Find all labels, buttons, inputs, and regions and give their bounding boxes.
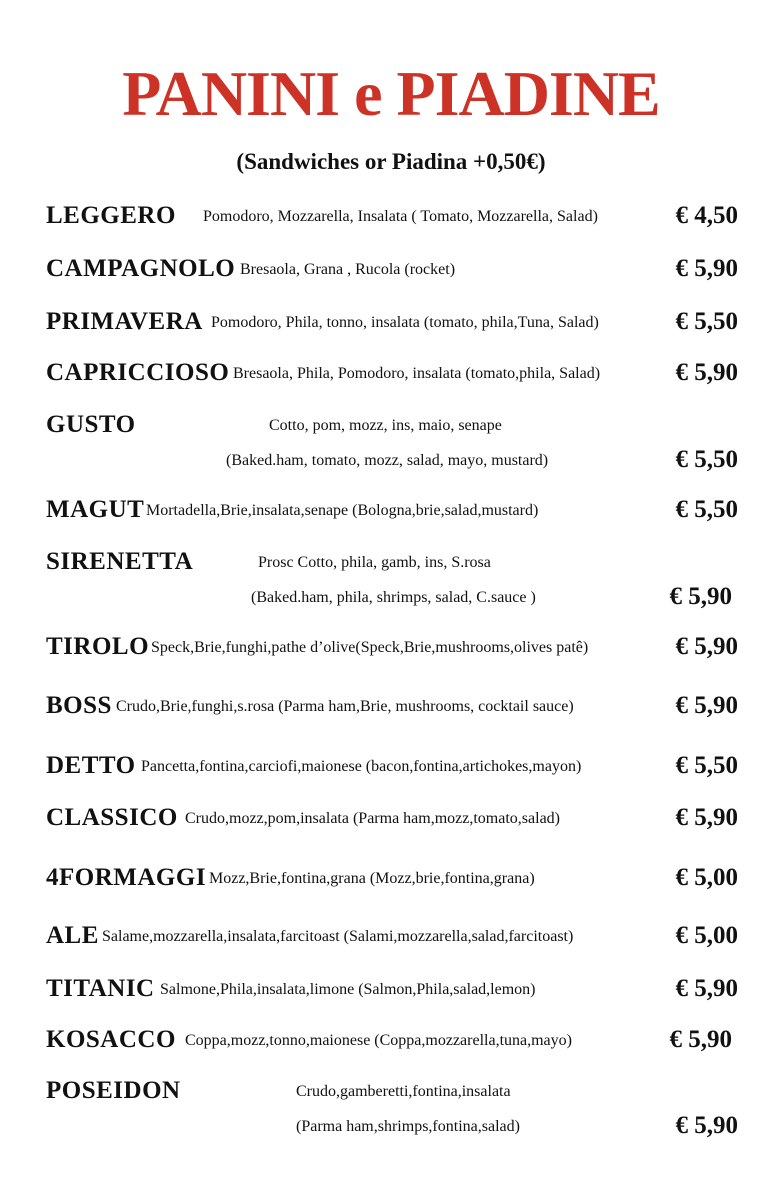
item-price: € 5,90 xyxy=(675,1112,738,1139)
menu-item xyxy=(0,975,782,1023)
item-price: € 5,90 xyxy=(675,255,738,282)
item-name: TITANIC xyxy=(46,975,155,1002)
menu-item xyxy=(0,411,782,481)
item-description: Mozz,Brie,fontina,grana (Mozz,brie,fontina,grana) xyxy=(209,870,535,887)
item-price: € 5,00 xyxy=(675,922,738,949)
item-description: Pancetta,fontina,carciofi,maionese (bacon,fontina,artichokes,mayon) xyxy=(141,758,582,775)
menu-item xyxy=(0,692,782,740)
item-price: € 5,90 xyxy=(675,804,738,831)
item-price: € 5,90 xyxy=(675,359,738,386)
item-name: MAGUT xyxy=(46,496,145,523)
item-price: € 5,00 xyxy=(675,864,738,891)
menu-item xyxy=(0,922,782,970)
menu-item xyxy=(0,255,782,303)
menu-title: PANINI e PIADINE xyxy=(122,58,660,129)
menu-item xyxy=(0,548,782,618)
item-name: POSEIDON xyxy=(46,1077,181,1104)
item-price: € 5,50 xyxy=(675,752,738,779)
item-description: Crudo,Brie,funghi,s.rosa (Parma ham,Brie, mushrooms, cocktail sauce) xyxy=(116,698,574,715)
item-name: BOSS xyxy=(46,692,112,719)
item-description: Cotto, pom, mozz, ins, maio, senape xyxy=(269,417,502,434)
item-description: Bresaola, Grana , Rucola (rocket) xyxy=(240,261,456,278)
item-name: CLASSICO xyxy=(46,804,178,831)
item-price: € 5,50 xyxy=(675,496,738,523)
menu-item xyxy=(0,308,782,356)
item-name: ALE xyxy=(46,922,99,949)
menu-item xyxy=(0,864,782,912)
item-description: Coppa,mozz,tonno,maionese (Coppa,mozzarella,tuna,mayo) xyxy=(185,1032,572,1049)
item-description: Crudo,gamberetti,fontina,insalata xyxy=(296,1083,511,1100)
menu-item xyxy=(0,496,782,544)
item-name: CAMPAGNOLO xyxy=(46,255,236,282)
item-description-english: (Baked.ham, phila, shrimps, salad, C.sauce ) xyxy=(251,589,536,606)
menu-item xyxy=(0,359,782,407)
item-name: TIROLO xyxy=(46,633,150,660)
item-price: € 5,90 xyxy=(669,1026,732,1053)
item-description-english: (Baked.ham, tomato, mozz, salad, mayo, mustard) xyxy=(226,452,549,469)
item-description-english: (Parma ham,shrimps,fontina,salad) xyxy=(296,1118,520,1135)
menu-item xyxy=(0,202,782,250)
item-name: CAPRICCIOSO xyxy=(46,359,230,386)
menu-item xyxy=(0,1077,782,1153)
item-description: Crudo,mozz,pom,insalata (Parma ham,mozz,tomato,salad) xyxy=(185,810,560,827)
item-price: € 5,90 xyxy=(675,975,738,1002)
item-name: GUSTO xyxy=(46,411,136,438)
menu-item xyxy=(0,1026,782,1074)
item-description: Prosc Cotto, phila, gamb, ins, S.rosa xyxy=(258,554,491,571)
menu-item xyxy=(0,633,782,681)
item-name: PRIMAVERA xyxy=(46,308,203,335)
item-price: € 5,50 xyxy=(675,308,738,335)
item-description: Salmone,Phila,insalata,limone (Salmon,Phila,salad,lemon) xyxy=(160,981,536,998)
item-name: DETTO xyxy=(46,752,136,779)
item-description: Salame,mozzarella,insalata,farcitoast (Salami,mozzarella,salad,farcitoast) xyxy=(102,928,574,945)
item-description: Pomodoro, Mozzarella, Insalata ( Tomato, Mozzarella, Salad) xyxy=(203,208,598,225)
menu-item xyxy=(0,752,782,800)
item-price: € 4,50 xyxy=(675,202,738,229)
item-price: € 5,90 xyxy=(669,583,732,610)
item-name: KOSACCO xyxy=(46,1026,176,1053)
menu-subtitle: (Sandwiches or Piadina +0,50€) xyxy=(236,149,546,174)
item-description: Speck,Brie,funghi,pathe d’olive(Speck,Brie,mushrooms,olives patê) xyxy=(151,639,589,656)
menu-item xyxy=(0,804,782,852)
item-description: Bresaola, Phila, Pomodoro, insalata (tomato,phila, Salad) xyxy=(233,365,601,382)
item-description: Mortadella,Brie,insalata,senape (Bologna,brie,salad,mustard) xyxy=(146,502,539,519)
item-price: € 5,90 xyxy=(675,692,738,719)
item-name: 4FORMAGGI xyxy=(46,864,207,891)
item-price: € 5,50 xyxy=(675,446,738,473)
item-name: LEGGERO xyxy=(46,202,176,229)
item-price: € 5,90 xyxy=(675,633,738,660)
item-description: Pomodoro, Phila, tonno, insalata (tomato, phila,Tuna, Salad) xyxy=(211,314,599,331)
item-name: SIRENETTA xyxy=(46,548,194,575)
